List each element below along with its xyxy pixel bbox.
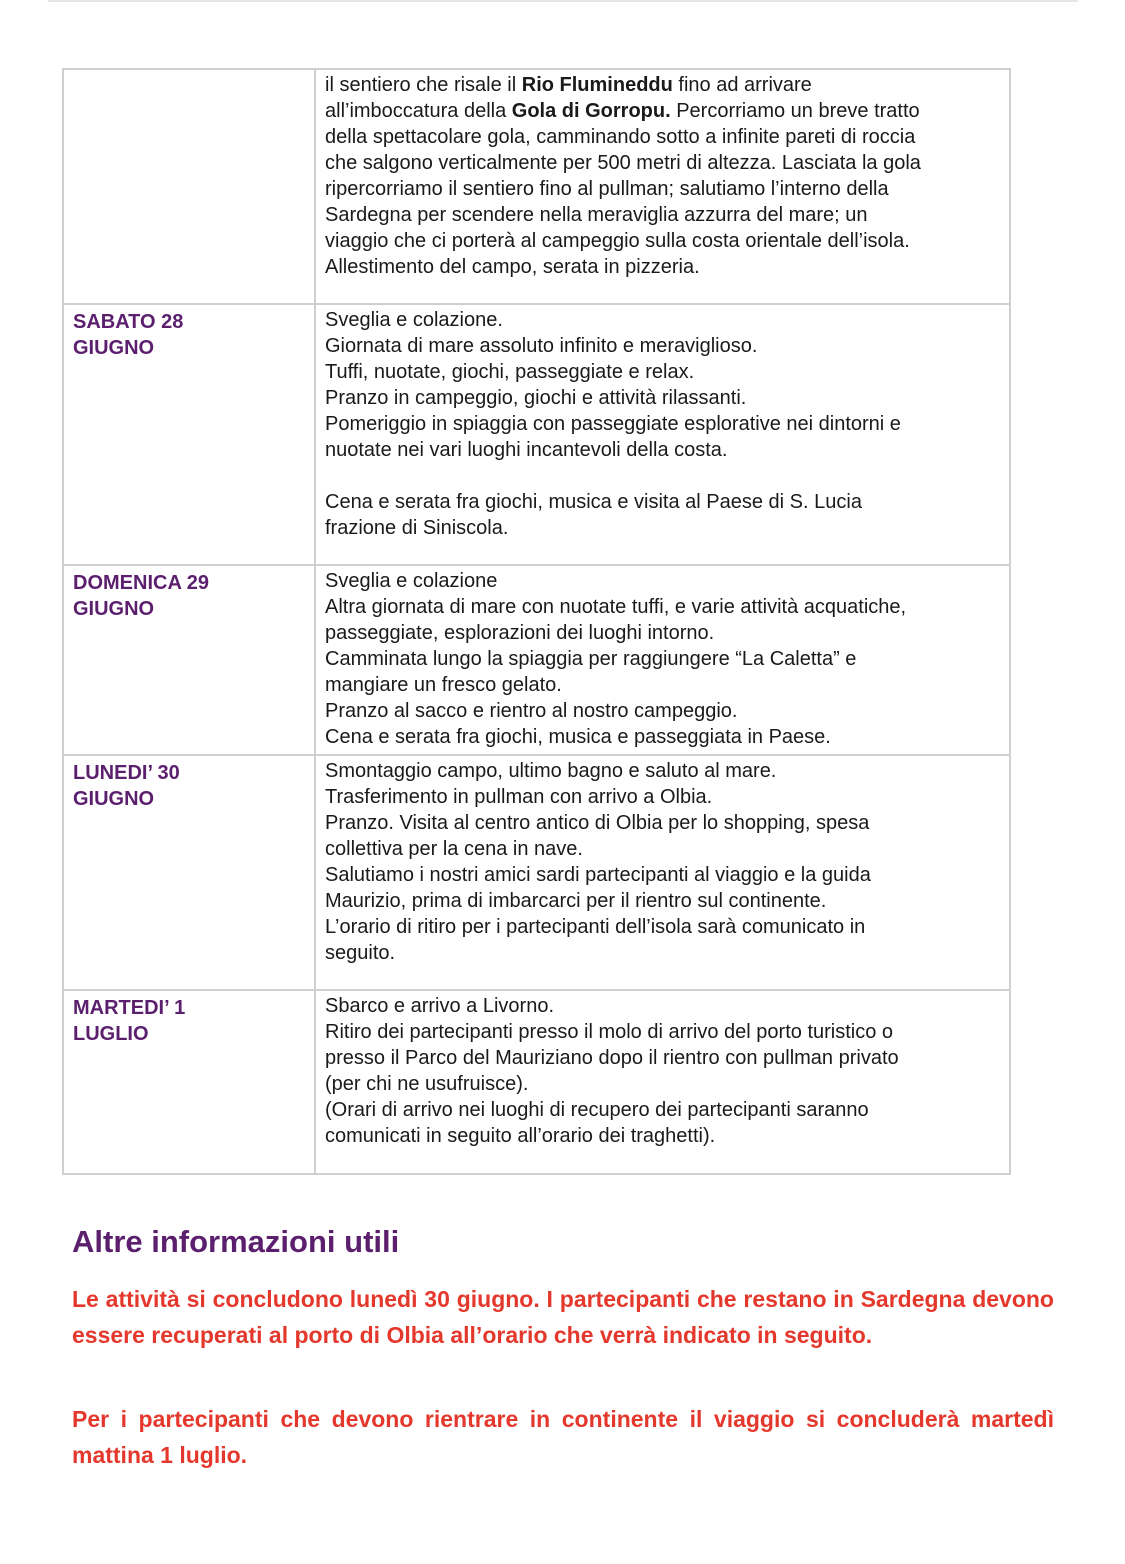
- day-text-evening: Cena e serata fra giochi, musica e visita al Paese di S. Lucia frazione di Siniscola.: [325, 491, 862, 539]
- table-row-day: [63, 755, 1010, 990]
- table-row-intro: [63, 69, 1010, 304]
- day-label: MARTEDI’ 1 LUGLIO: [73, 997, 186, 1045]
- day-label: SABATO 28 GIUGNO: [73, 311, 184, 359]
- table-row-day: [63, 990, 1010, 1174]
- info-heading: Altre informazioni utili: [72, 1224, 400, 1259]
- place-gola-di-gorropu: Gola di Gorropu.: [511, 100, 671, 122]
- day-cell: [63, 990, 315, 1174]
- intro-paragraph: il sentiero che risale il Rio Flumineddu fino ad arrivare all’imboccatura della Gola di Gorropu. Percorriamo un breve tratto della spettacolare gola, camminando sotto a infinite pareti di roccia che salgono verticalmente per 500 metri di altezza. Lasciata la gola ripercorriamo il sentiero fino al pullman; salutiamo l’interno della Sardegna per scendere nella meraviglia azzurra del mare; un viaggio che ci porterà al campeggio sulla costa orientale dell’isola. Allestimento del campo, serata in pizzeria.: [325, 74, 921, 278]
- day-text: Smontaggio campo, ultimo bagno e saluto al mare. Trasferimento in pullman con arrivo a Olbia. Pranzo. Visita al centro antico di Olbia per lo shopping, spesa collettiva per la cena in nave. Salutiamo i nostri amici sardi partecipanti al viaggio e la guida Maurizio, prima di imbarcarci per il rientro sul continente. L’orario di ritiro per i partecipanti dell’isola sarà comunicato in seguito.: [325, 760, 871, 964]
- day-cell-empty: [63, 69, 315, 304]
- info-paragraph-return: Per i partecipanti che devono rientrare in continente il viaggio si concluderà martedì mattina 1 luglio.: [72, 1406, 1054, 1468]
- table-row-day: [63, 304, 1010, 565]
- top-divider: [48, 0, 1078, 2]
- day-text: Sveglia e colazione. Giornata di mare assoluto infinito e meraviglioso. Tuffi, nuotate, giochi, passeggiate e relax. Pranzo in campeggio, giochi e attività rilassanti. Pomeriggio in spiaggia con passeggiate esplorative nei dintorni e nuotate nei vari luoghi incantevoli della costa.: [325, 309, 901, 461]
- place-rio-flumineddu: Rio Flumineddu: [521, 74, 673, 96]
- day-description: [315, 304, 1010, 565]
- day-label: DOMENICA 29 GIUGNO: [73, 572, 209, 620]
- day-description: [315, 565, 1010, 755]
- info-paragraph-end-date: Le attività si concludono lunedì 30 giugno. I partecipanti che restano in Sardegna devono essere recuperati al porto di Olbia all’orario che verrà indicato in seguito.: [72, 1286, 1054, 1348]
- day-cell: [63, 565, 315, 755]
- day-text: Sbarco e arrivo a Livorno. Ritiro dei partecipanti presso il molo di arrivo del porto turistico o presso il Parco del Mauriziano dopo il rientro con pullman privato (per chi ne usufruisce). (Orari di arrivo nei luoghi di recupero dei partecipanti saranno comunicati in seguito all’orario dei traghetti).: [325, 995, 899, 1147]
- table-row-day: [63, 565, 1010, 755]
- itinerary-table: [62, 68, 1011, 1175]
- day-description: [315, 990, 1010, 1174]
- day-cell: [63, 304, 315, 565]
- day-description: [315, 69, 1010, 304]
- day-text: Sveglia e colazione Altra giornata di mare con nuotate tuffi, e varie attività acquatiche, passeggiate, esplorazioni dei luoghi intorno. Camminata lungo la spiaggia per raggiungere “La Caletta” e mangiare un fresco gelato. Pranzo al sacco e rientro al nostro campeggio. Cena e serata fra giochi, musica e passeggiata in Paese.: [325, 570, 907, 748]
- day-description: [315, 755, 1010, 990]
- day-label: LUNEDI’ 30 GIUGNO: [73, 762, 180, 810]
- day-cell: [63, 755, 315, 990]
